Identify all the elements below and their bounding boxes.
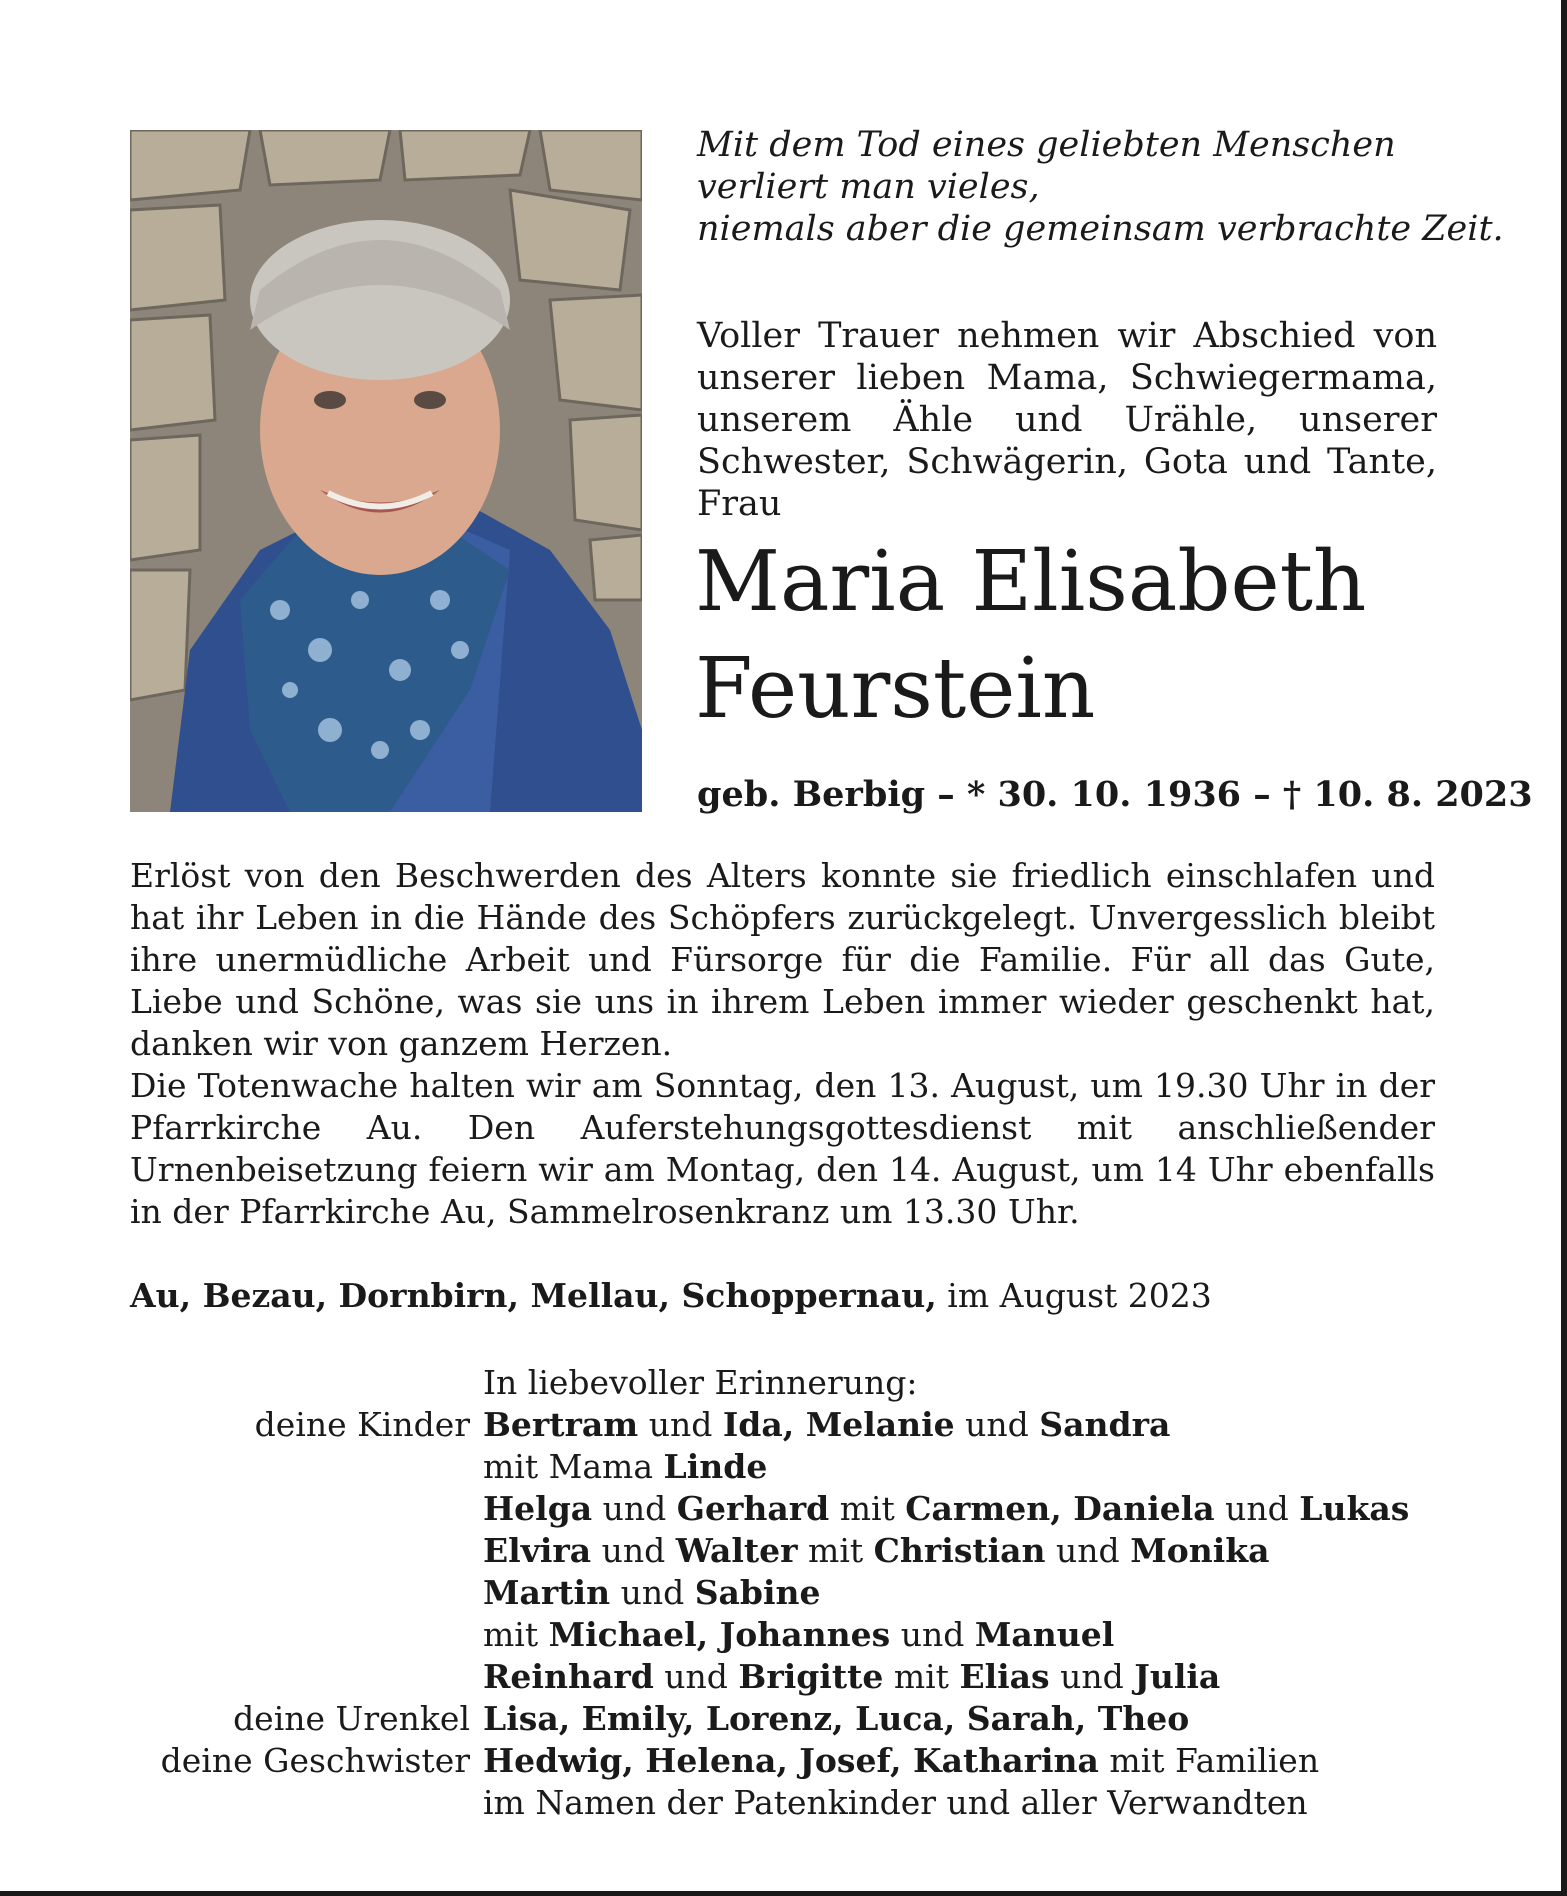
mourner-names: Reinhard und Brigitte mit Elias und Julia [483,1657,1221,1696]
relation-label [130,1614,483,1656]
mourner-names: mit Michael, Johannes und Manuel [483,1615,1115,1654]
mourners-list [130,1362,1450,1824]
mourner-row [130,1530,1450,1572]
portrait-photo [130,130,642,812]
mourner-row [130,1446,1450,1488]
relation-label [130,1488,483,1530]
mourners-heading-row [130,1362,1450,1404]
mourner-names: Helga und Gerhard mit Carmen, Daniela und Lukas [483,1489,1410,1528]
mourner-names: im Namen der Patenkinder und aller Verwandten [483,1783,1308,1822]
mourner-row [130,1782,1450,1824]
mourner-names: Martin und Sabine [483,1573,821,1612]
mourners-rows [130,1404,1450,1824]
mourner-names: Hedwig, Helena, Josef, Katharina mit Familien [483,1741,1320,1780]
last-name: Feurstein [695,640,1096,737]
mourner-row [130,1404,1450,1446]
mourner-row [130,1656,1450,1698]
intro-text: Voller Trauer nehmen wir Abschied von unserer lieben Mama, Schwiegermama, unserem Ähle und Urähle, unserer Schwester, Schwägerin, Gota und Tante, Frau [697,316,1437,524]
mourner-row [130,1740,1450,1782]
quote-line: verliert man vieles, [697,167,1040,207]
place-date-line [130,1276,1430,1315]
body-text [130,855,1435,1233]
mourner-row [130,1614,1450,1656]
mourner-row [130,1488,1450,1530]
relation-label [130,1572,483,1614]
birth-death-dates: geb. Berbig – * 30. 10. 1936 – † 10. 8. 2023 [697,774,1533,815]
body-paragraph: Die Totenwache halten wir am Sonntag, den 13. August, um 19.30 Uhr in der Pfarrkirche Au. Den Auferstehungsgottesdienst mit anschließender Urnenbeisetzung feiern wir am Montag, den 14. August, um 14 Uhr ebenfalls in der Pfarrkirche Au, Sammelrosenkranz um 13.30 Uhr. [130,1066,1435,1231]
relation-label [130,1656,483,1698]
relation-label: deine Kinder [254,1405,470,1444]
body-paragraph: Erlöst von den Beschwerden des Alters konnte sie friedlich einschlafen und hat ihr Leben in die Hände des Schöpfers zurückgelegt. Unvergesslich bleibt ihre unermüdliche Arbeit und Fürsorge für die Familie. Für all das Gute, Liebe und Schöne, was sie uns in ihrem Leben immer wieder geschenkt hat, danken wir von ganzem Herzen. [130,856,1435,1063]
notice-date: im August 2023 [947,1276,1212,1315]
quote-line: niemals aber die gemeinsam verbrachte Zeit. [697,209,1504,249]
quote-line: Mit dem Tod eines geliebten Menschen [697,125,1396,165]
mourner-row [130,1572,1450,1614]
relation-label: deine Urenkel [233,1699,470,1738]
mourners-heading: In liebevoller Erinnerung: [483,1363,918,1402]
places-list: Au, Bezau, Dornbirn, Mellau, Schoppernau, [130,1276,937,1315]
first-name: Maria Elisabeth [695,533,1367,630]
mourner-row [130,1698,1450,1740]
mourner-names: Lisa, Emily, Lorenz, Luca, Sarah, Theo [483,1699,1190,1738]
relation-label [130,1782,483,1824]
relation-label [130,1530,483,1572]
deceased-name [695,528,1495,742]
relation-label: deine Geschwister [160,1741,470,1780]
mourner-names: mit Mama Linde [483,1447,768,1486]
mourner-names: Elvira und Walter mit Christian und Monika [483,1531,1270,1570]
portrait-image [130,130,642,812]
epitaph-quote [697,124,1504,250]
mourner-names: Bertram und Ida, Melanie und Sandra [483,1405,1171,1444]
relation-label [130,1446,483,1488]
